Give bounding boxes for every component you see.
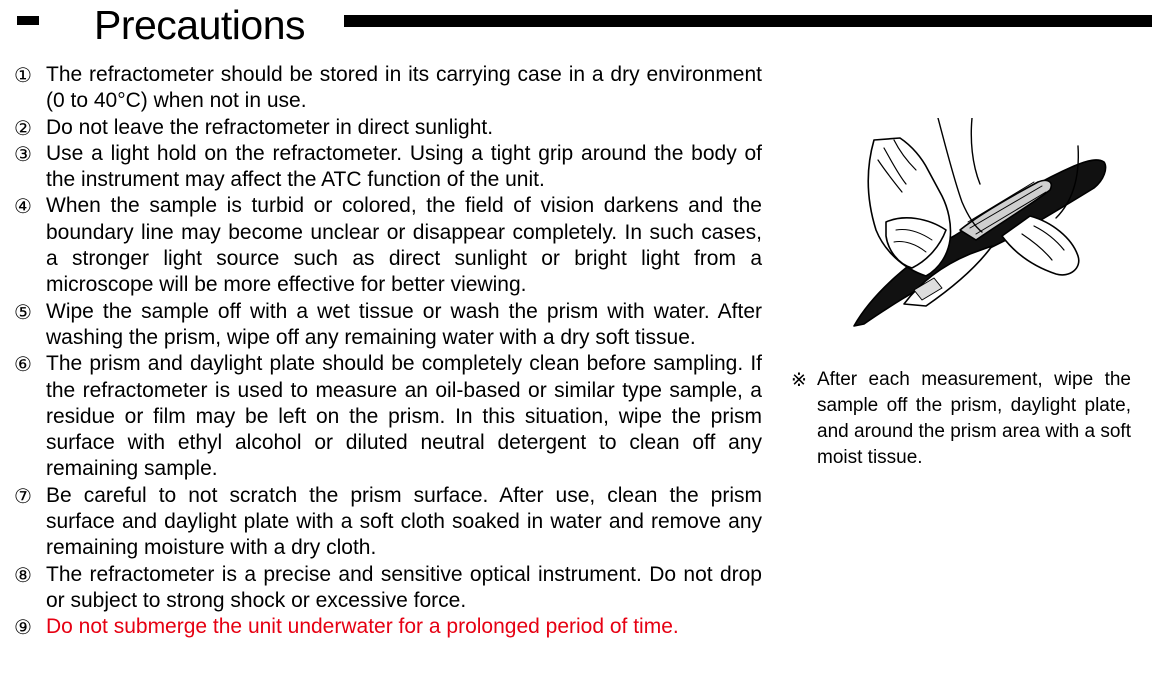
item-text: Do not leave the refractometer in direct sunlight. [46,115,494,139]
item-text: When the sample is turbid or colored, the field of vision darkens and the boundary line may become unclear or disappear completely. In such cases, a stronger light source such as direct sunlight or bright light from a microscope will be more effective for better viewing. [46,194,762,297]
reference-mark-icon: ※ [791,369,807,391]
precaution-item-9 [14,614,762,640]
header-rule [344,15,1152,27]
item-text: Be careful to not scratch the prism surface. After use, clean the prism surface and daylight plate with a soft cloth soaked in water and remove any remaining moisture with a dry cloth. [46,483,762,560]
item-number: ⑦ [14,483,32,508]
item-text: The refractometer should be stored in its carrying case in a dry environment (0 to 40°C) when not in use. [46,63,762,113]
item-text: Wipe the sample off with a wet tissue or wash the prism with water. After washing the prism, wipe off any remaining water with a dry soft tissue. [46,299,762,349]
header-bullet-bar [17,16,39,25]
precaution-item-2 [14,115,762,141]
precaution-item-7 [14,483,762,562]
item-number: ⑨ [14,615,32,640]
item-text: Use a light hold on the refractometer. Using a tight grip around the body of the instrument may affect the ATC function of the unit. [46,141,762,192]
item-number: ④ [14,194,32,219]
hand-wiping-refractometer-illustration [842,118,1116,340]
precaution-item-6 [14,351,762,482]
item-text: The prism and daylight plate should be completely clean before sampling. If the refractometer is used to measure an oil-based or similar type sample, a residue or film may be left on the prism. In this situation, wipe the prism surface with ethyl alcohol or diluted neutral detergent to clean off any remaining sample. [46,352,762,481]
item-number: ① [14,63,32,87]
item-number: ⑥ [14,352,32,377]
precaution-item-3 [14,141,762,194]
item-number: ② [14,115,32,140]
precautions-list [14,62,762,641]
precaution-item-1 [14,62,762,115]
side-note-text: After each measurement, wipe the sample off the prism, daylight plate, and around the prism area with a soft moist tissue. [817,369,1131,468]
item-text: The refractometer is a precise and sensitive optical instrument. Do not drop or subject to strong shock or excessive force. [46,562,762,612]
item-number: ⑧ [14,562,32,587]
side-note [791,367,1131,471]
precaution-item-8 [14,562,762,615]
page-title: Precautions [94,2,306,48]
precaution-item-4 [14,193,762,298]
precaution-item-5 [14,299,762,352]
item-text-warning: Do not submerge the unit underwater for a prolonged period of time. [46,615,679,639]
item-number: ③ [14,141,32,166]
item-number: ⑤ [14,299,32,324]
